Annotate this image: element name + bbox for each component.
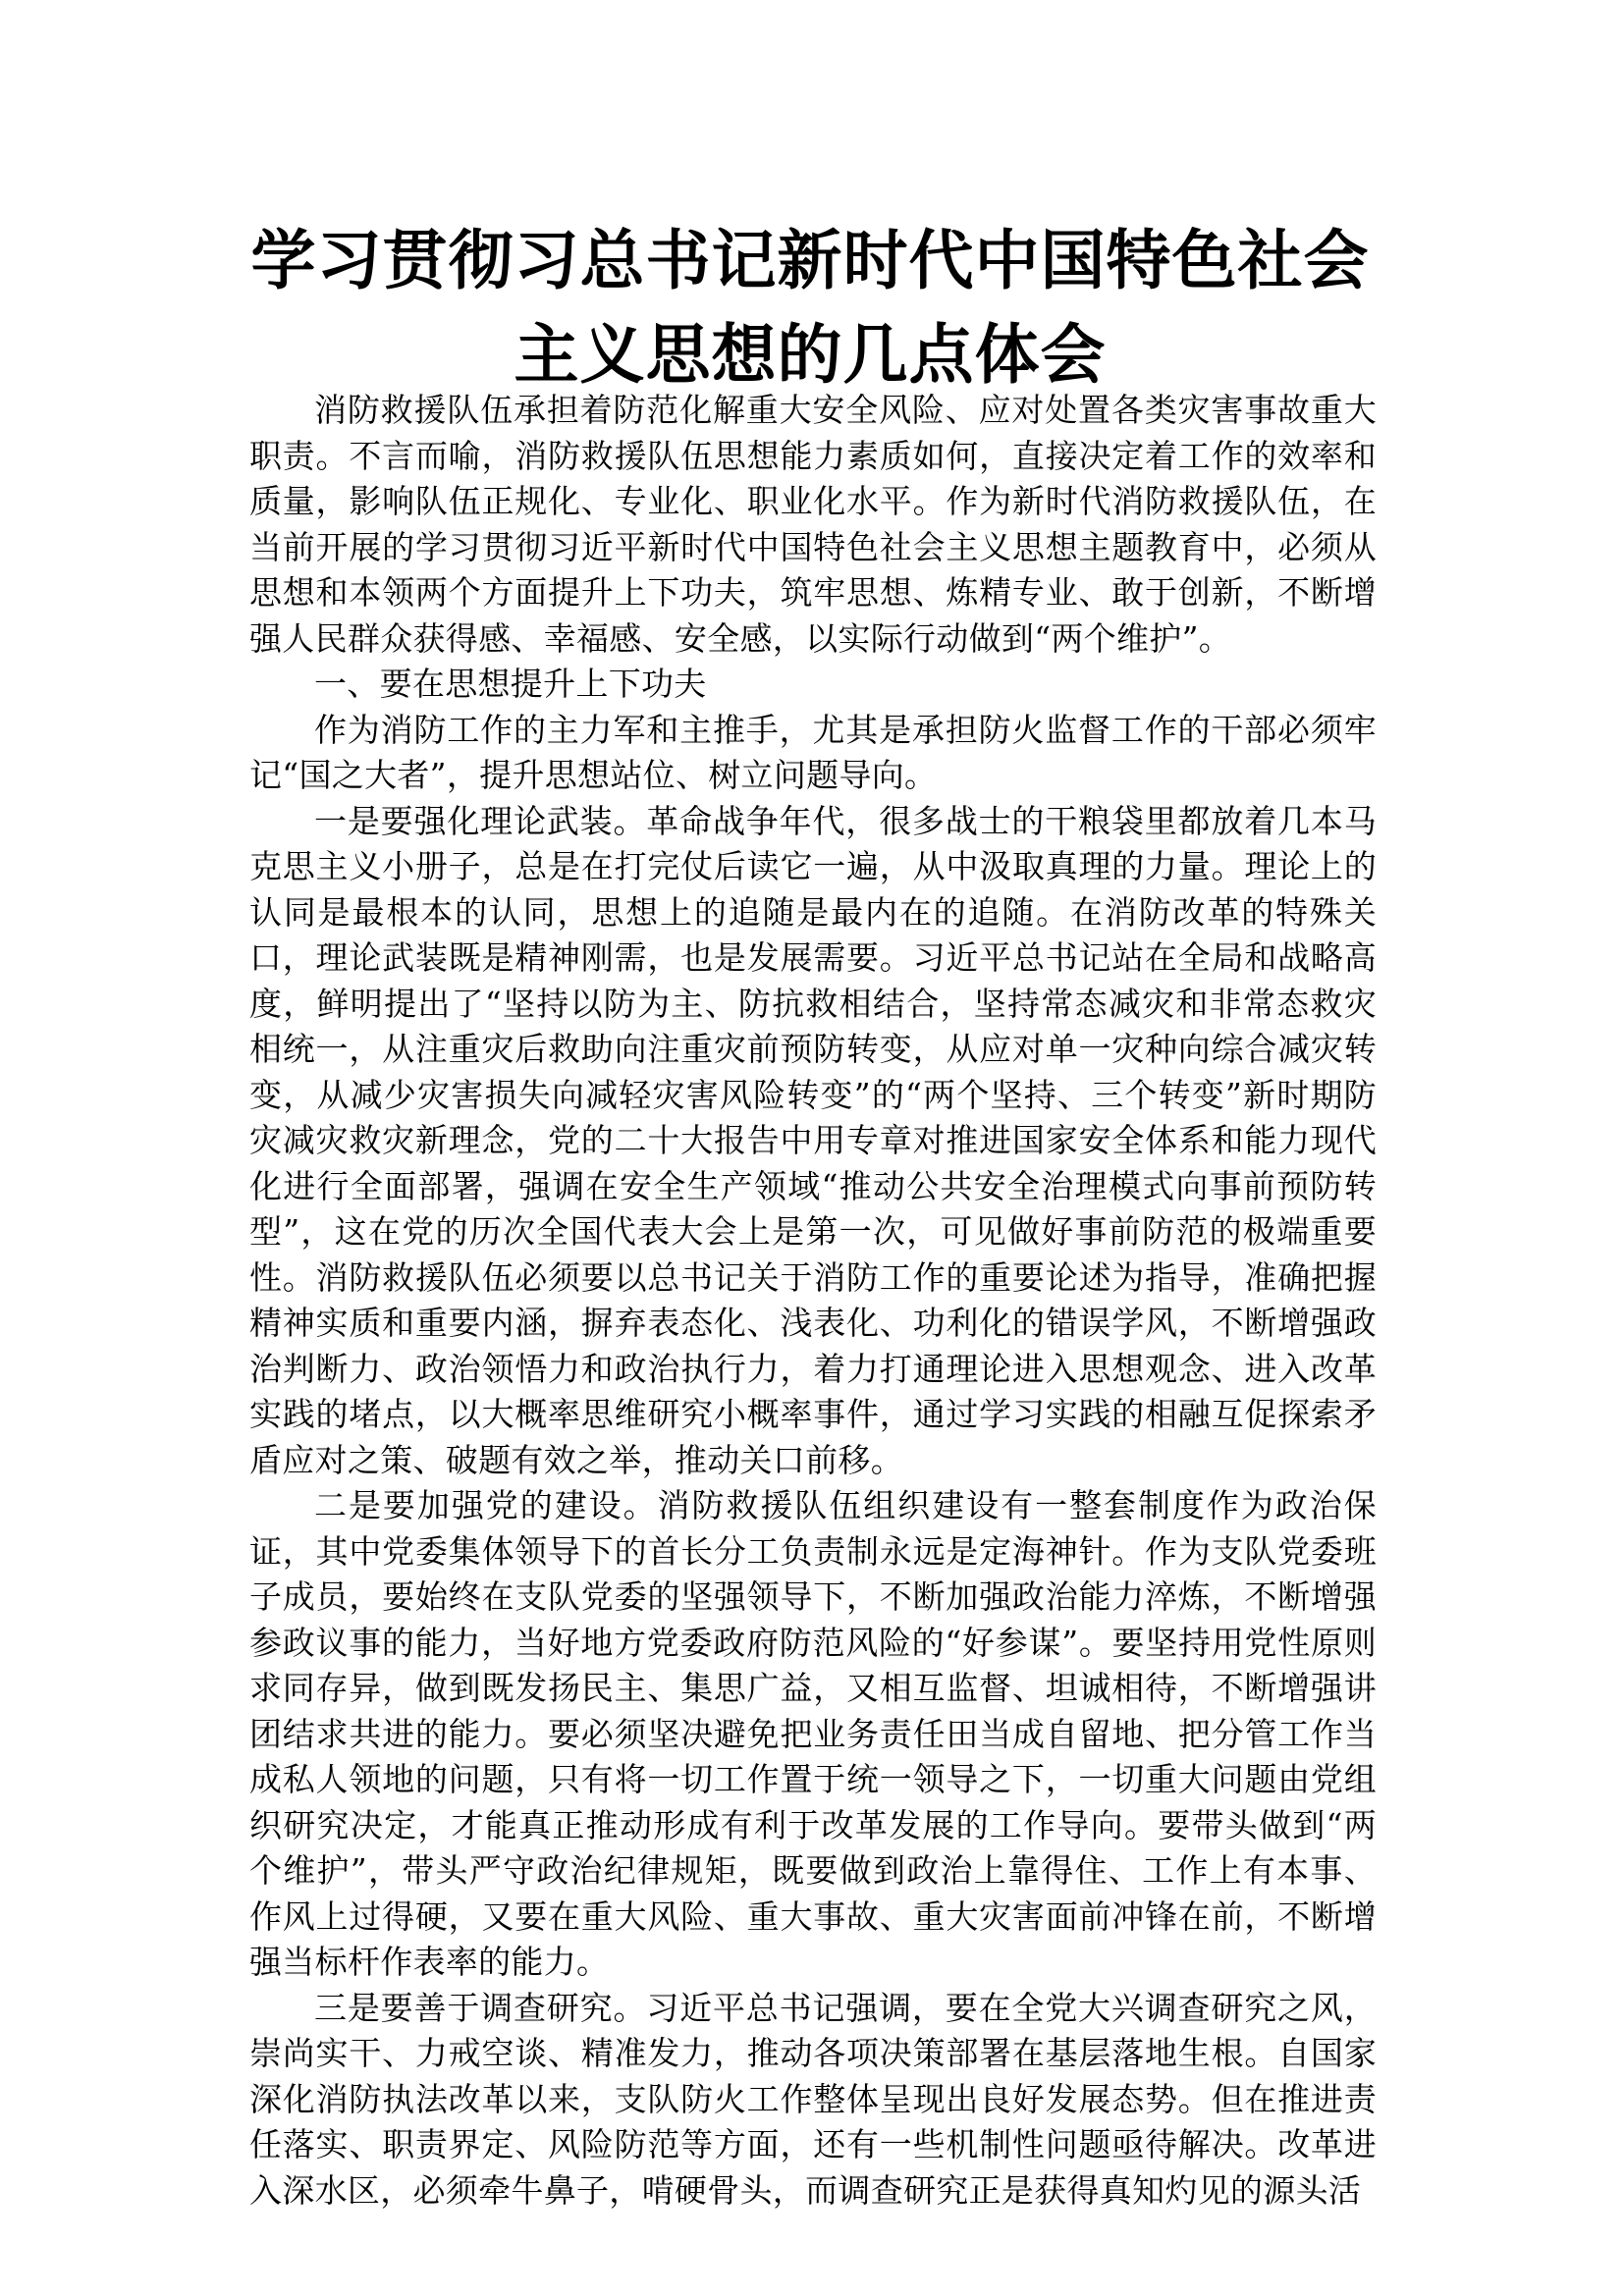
point-1-paragraph: 一是要强化理论武装。革命战争年代，很多战士的干粮袋里都放着几本马克思主义小册子，总是在打完仗后读它一遍，从中汲取真理的力量。理论上的认同是最根本的认同，思想上的追随是最内在的追随。在消防改革的特殊关口，理论武装既是精神刚需，也是发展需要。习近平总书记站在全局和战略高度，鲜明提出了“坚持以防为主、防抗救相结合，坚持常态减灾和非常态救灾相统一，从注重灾后救助向注重灾前预防转变，从应对单一灾种向综合减灾转变，从减少灾害损失向减轻灾害风险转变”的“两个坚持、三个转变”新时期防灾减灾救灾新理念，党的二十大报告中用专章对推进国家安全体系和能力现代化进行全面部署，强调在安全生产领域“推动公共安全治理模式向事前预防转型”，这在党的历次全国代表大会上是第一次，可见做好事前防范的极端重要性。消防救援队伍必须要以总书记关于消防工作的重要论述为指导，准确把握精神实质和重要内涵，摒弃表态化、浅表化、功利化的错误学风，不断增强政治判断力、政治领悟力和政治执行力，着力打通理论进入思想观念、进入改革实践的堵点，以大概率思维研究小概率事件，通过学习实践的相融互促探索矛盾应对之策、破题有效之举，推动关口前移。 [249,801,1377,1479]
section-intro-paragraph: 作为消防工作的主力军和主推手，尤其是承担防火监督工作的干部必须牢记“国之大者”，提升思想站位、树立问题导向。 [249,710,1377,794]
section-heading-1: 一、要在思想提升上下功夫 [314,665,707,703]
document-title [245,214,1375,402]
point-2-paragraph: 二是要加强党的建设。消防救援队伍组织建设有一整套制度作为政治保证，其中党委集体领导下的首长分工负责制永远是定海神针。作为支队党委班子成员，要始终在支队党委的坚强领导下，不断加强政治能力淬炼，不断增强参政议事的能力，当好地方党委政府防范风险的“好参谋”。要坚持用党性原则求同存异，做到既发扬民主、集思广益，又相互监督、坦诚相待，不断增强讲团结求共进的能力。要必须坚决避免把业务责任田当成自留地、把分管工作当成私人领地的问题，只有将一切工作置于统一领导之下，一切重大问题由党组织研究决定，才能真正推动形成有利于改革发展的工作导向。要带头做到“两个维护”，带头严守政治纪律规矩，既要做到政治上靠得住、工作上有本事、作风上过得硬，又要在重大风险、重大事故、重大灾害面前冲锋在前，不断增强当标杆作表率的能力。 [249,1486,1377,1981]
title-line-2: 主义思想的几点体会 [514,317,1107,393]
document-body [249,388,1377,2214]
intro-paragraph: 消防救援队伍承担着防范化解重大安全风险、应对处置各类灾害事故重大职责。不言而喻，消防救援队伍思想能力素质如何，直接决定着工作的效率和质量，影响队伍正规化、专业化、职业化水平。作为新时代消防救援队伍，在当前开展的学习贯彻习近平新时代中国特色社会主义思想主题教育中，必须从思想和本领两个方面提升上下功夫，筑牢思想、炼精专业、敢于创新，不断增强人民群众获得感、幸福感、安全感，以实际行动做到“两个维护”。 [249,391,1377,658]
point-3-paragraph: 三是要善于调查研究。习近平总书记强调，要在全党大兴调查研究之风，崇尚实干、力戒空谈、精准发力，推动各项决策部署在基层落地生根。自国家深化消防执法改革以来，支队防火工作整体呈现出良好发展态势。但在推进责任落实、职责界定、风险防范等方面，还有一些机制性问题亟待解决。改革进入深水区，必须牵牛鼻子，啃硬骨头，而调查研究正是获得真知灼见的源头活 [249,1988,1377,2210]
title-line-1: 学习贯彻习总书记新时代中国特色社会 [250,223,1370,298]
